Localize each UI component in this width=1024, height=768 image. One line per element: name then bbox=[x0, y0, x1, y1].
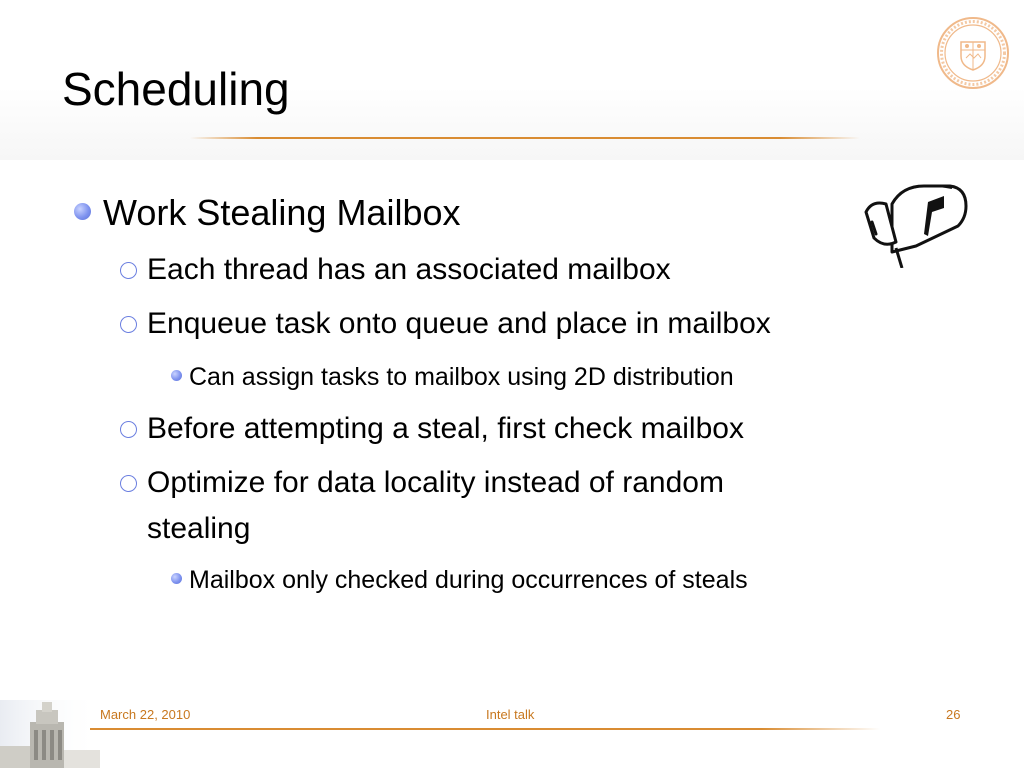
bullet-text: Enqueue task onto queue and place in mailbox bbox=[147, 307, 771, 340]
page-number: 26 bbox=[946, 707, 961, 722]
bullet-ring bbox=[120, 421, 137, 438]
footer-divider bbox=[90, 728, 880, 730]
university-seal-icon bbox=[936, 16, 1010, 90]
bullet-text: Before attempting a steal, first check mailbox bbox=[147, 412, 744, 445]
bullet-text: Can assign tasks to mailbox using 2D distribution bbox=[189, 363, 734, 391]
bullet-text: Each thread has an associated mailbox bbox=[147, 253, 671, 286]
slide-title: Scheduling bbox=[62, 63, 290, 115]
bullet-text: Optimize for data locality instead of random bbox=[147, 466, 724, 499]
bullet-dot bbox=[171, 370, 182, 381]
tower-icon bbox=[0, 700, 100, 768]
bullet-dot bbox=[171, 573, 182, 584]
title-divider bbox=[190, 137, 860, 139]
bullet-text: Mailbox only checked during occurrences of steals bbox=[189, 566, 748, 594]
footer-center-text: Intel talk bbox=[486, 707, 535, 722]
bullet-ring bbox=[120, 316, 137, 333]
bullet-dot bbox=[74, 203, 91, 220]
bullet-text-continuation: stealing bbox=[147, 512, 251, 545]
footer-date: March 22, 2010 bbox=[100, 707, 191, 722]
mailbox-icon bbox=[862, 182, 970, 268]
bullet-ring bbox=[120, 475, 137, 492]
bullet-text: Work Stealing Mailbox bbox=[103, 192, 461, 233]
bullet-ring bbox=[120, 262, 137, 279]
